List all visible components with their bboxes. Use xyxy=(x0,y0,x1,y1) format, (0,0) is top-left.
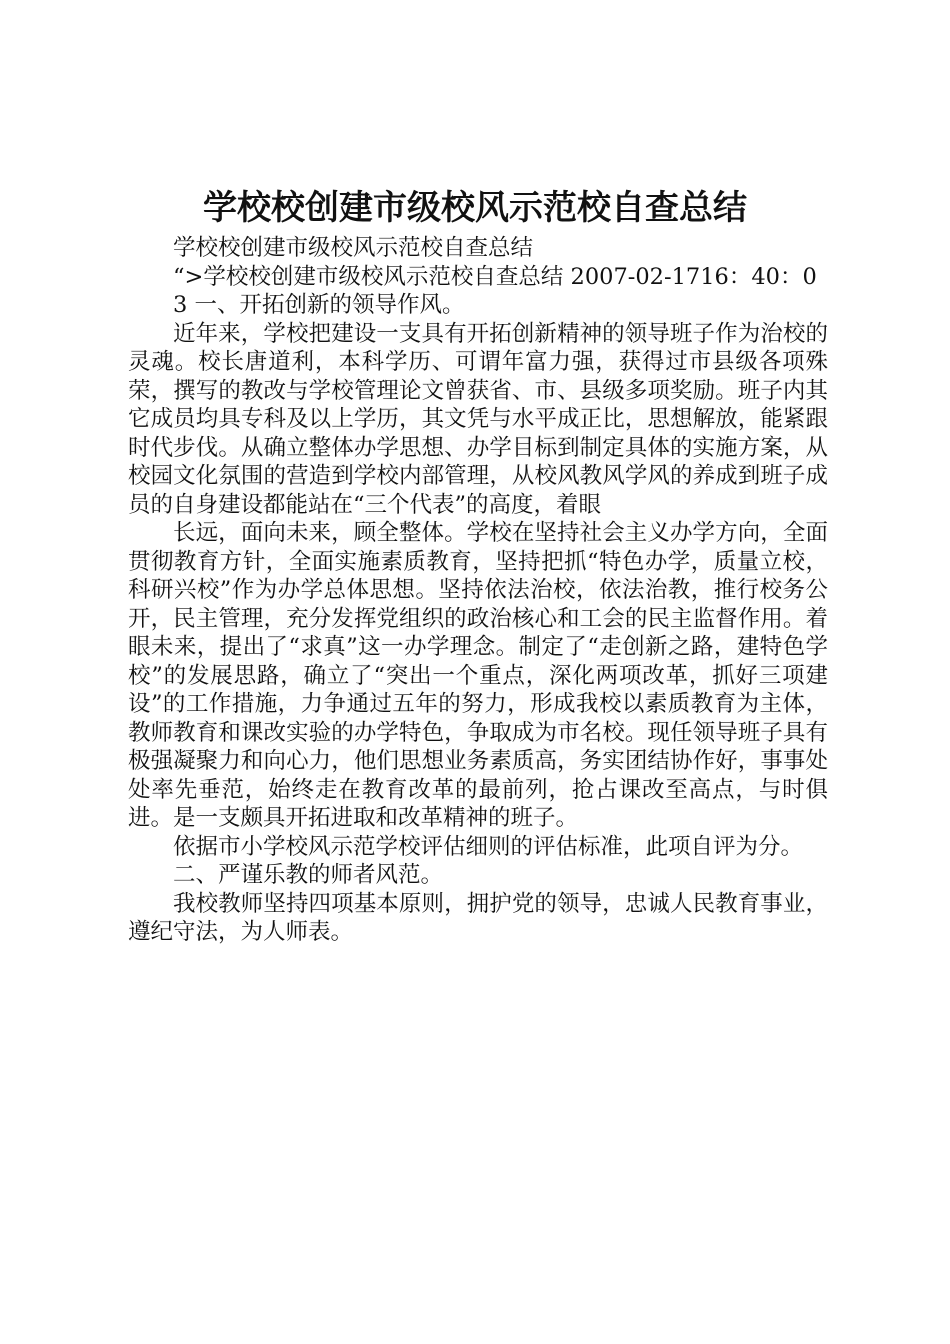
subtitle-paragraph: 学校校创建市级校风示范校自查总结 xyxy=(173,235,534,261)
source-date-paragraph: “>学校校创建市级校风示范校自查总结 2007-02-1716：40：0 xyxy=(173,263,817,290)
section-heading-1: 3 一、开拓创新的领导作风。 xyxy=(173,292,465,318)
document-title: 学校校创建市级校风示范校自查总结 xyxy=(203,188,747,228)
body-paragraph: 依据市小学校风示范学校评估细则的评估标准，此项自评为分。 xyxy=(173,833,804,860)
document-body xyxy=(128,234,828,947)
body-paragraph: 我校教师坚持四项基本原则，拥护党的领导，忠诚人民教育事业，遵纪守法，为人师表。 xyxy=(128,890,828,945)
body-paragraph: 近年来，学校把建设一支具有开拓创新精神的领导班子作为治校的灵魂。校长唐道利，本科学历、可谓年富力强，获得过市县级各项殊荣，撰写的教改与学校管理论文曾获省、市、县级多项奖励。班子内其它成员均具专科及以上学历，其文凭与水平成正比，思想解放，能紧跟时代步伐。从确立整体办学思想、办学目标到制定具体的实施方案，从校园文化氛围的营造到学校内部管理，从校风教风学风的养成到班子成员的自身建设都能站在“三个代表”的高度，着眼 xyxy=(128,320,828,518)
section-heading-2: 二、严谨乐教的师者风范。 xyxy=(173,862,444,888)
body-paragraph: 长远，面向未来，顾全整体。学校在坚持社会主义办学方向，全面贯彻教育方针，全面实施素质教育，坚持把抓“特色办学，质量立校，科研兴校”作为办学总体思想。坚持依法治校，依法治教，推行校务公开，民主管理，充分发挥党组织的政治核心和工会的民主监督作用。着眼未来，提出了“求真”这一办学理念。制定了“走创新之路，建特色学校”的发展思路，确立了“突出一个重点，深化两项改革，抓好三项建设”的工作措施，力争通过五年的努力，形成我校以素质教育为主体，教师教育和课改实验的办学特色，争取成为市名校。现任领导班子具有极强凝聚力和向心力，他们思想业务素质高，务实团结协作好，事事处处率先垂范，始终走在教育改革的最前列，抢占课改至高点，与时俱进。是一支颇具开拓进取和改革精神的班子。 xyxy=(128,520,828,831)
